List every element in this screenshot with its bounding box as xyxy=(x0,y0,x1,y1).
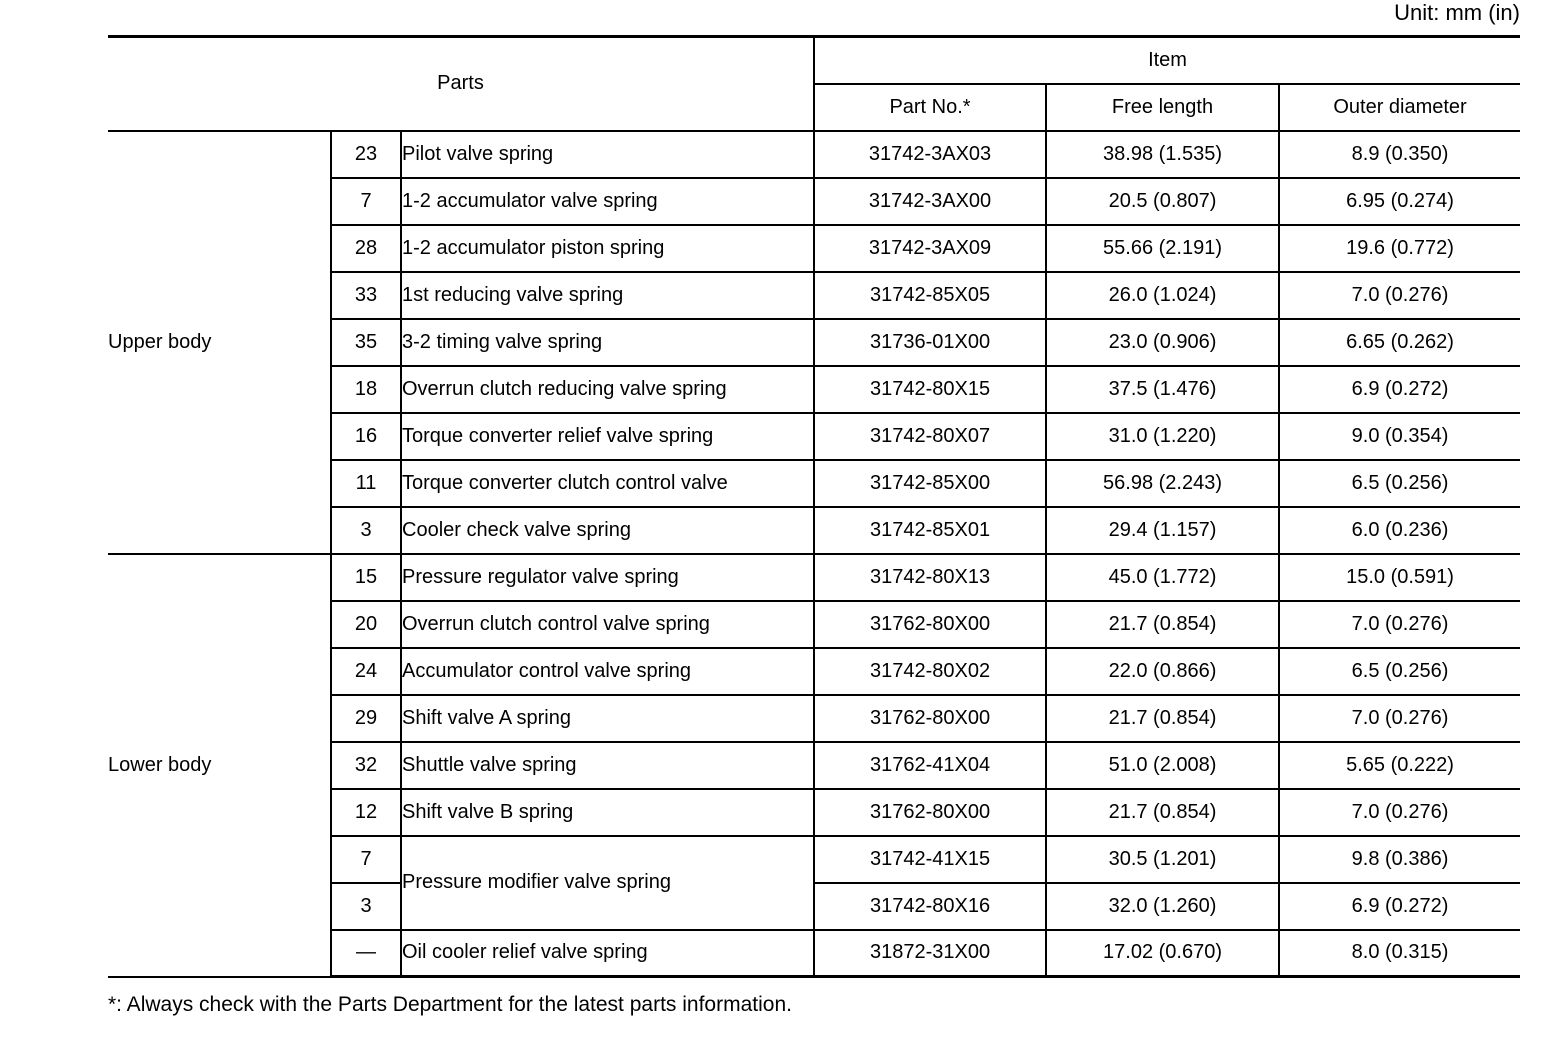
part-name: 3-2 timing valve spring xyxy=(401,319,814,366)
part-number: 31742-85X01 xyxy=(814,507,1046,554)
outer-diameter: 6.5 (0.256) xyxy=(1279,460,1520,507)
part-number: 31742-3AX09 xyxy=(814,225,1046,272)
footnote: *: Always check with the Parts Department for the latest parts information. xyxy=(108,993,792,1016)
part-number: 31736-01X00 xyxy=(814,319,1046,366)
outer-diameter: 7.0 (0.276) xyxy=(1279,272,1520,319)
part-name: 1st reducing valve spring xyxy=(401,272,814,319)
part-number: 31742-80X07 xyxy=(814,413,1046,460)
free-length: 23.0 (0.906) xyxy=(1046,319,1279,366)
part-name: Torque converter clutch control valve xyxy=(401,460,814,507)
item-number: 35 xyxy=(331,319,401,366)
free-length: 31.0 (1.220) xyxy=(1046,413,1279,460)
part-number: 31742-3AX03 xyxy=(814,131,1046,178)
outer-diameter: 9.0 (0.354) xyxy=(1279,413,1520,460)
part-number: 31742-80X15 xyxy=(814,366,1046,413)
item-number: 18 xyxy=(331,366,401,413)
header-part-no: Part No.* xyxy=(814,84,1046,131)
item-number: — xyxy=(331,930,401,977)
outer-diameter: 8.0 (0.315) xyxy=(1279,930,1520,977)
outer-diameter: 8.9 (0.350) xyxy=(1279,131,1520,178)
header-free-length: Free length xyxy=(1046,84,1279,131)
header-item: Item xyxy=(814,37,1520,84)
item-number: 7 xyxy=(331,836,401,883)
item-number: 20 xyxy=(331,601,401,648)
group-label-upper-body: Upper body xyxy=(108,131,331,554)
item-number: 29 xyxy=(331,695,401,742)
table-header xyxy=(108,37,1520,131)
outer-diameter: 6.0 (0.236) xyxy=(1279,507,1520,554)
free-length: 32.0 (1.260) xyxy=(1046,883,1279,930)
free-length: 45.0 (1.772) xyxy=(1046,554,1279,601)
item-number: 3 xyxy=(331,507,401,554)
outer-diameter: 5.65 (0.222) xyxy=(1279,742,1520,789)
table-body xyxy=(108,131,1520,977)
part-name: Pilot valve spring xyxy=(401,131,814,178)
outer-diameter: 7.0 (0.276) xyxy=(1279,789,1520,836)
outer-diameter: 6.9 (0.272) xyxy=(1279,366,1520,413)
item-number: 3 xyxy=(331,883,401,930)
item-number: 7 xyxy=(331,178,401,225)
part-name: Pressure regulator valve spring xyxy=(401,554,814,601)
part-number: 31762-41X04 xyxy=(814,742,1046,789)
free-length: 30.5 (1.201) xyxy=(1046,836,1279,883)
part-name: Pressure modifier valve spring xyxy=(401,836,814,930)
free-length: 55.66 (2.191) xyxy=(1046,225,1279,272)
part-name: Overrun clutch control valve spring xyxy=(401,601,814,648)
part-name: Torque converter relief valve spring xyxy=(401,413,814,460)
outer-diameter: 15.0 (0.591) xyxy=(1279,554,1520,601)
item-number: 32 xyxy=(331,742,401,789)
item-number: 24 xyxy=(331,648,401,695)
free-length: 37.5 (1.476) xyxy=(1046,366,1279,413)
part-number: 31872-31X00 xyxy=(814,930,1046,977)
item-number: 23 xyxy=(331,131,401,178)
part-name: Shift valve A spring xyxy=(401,695,814,742)
free-length: 56.98 (2.243) xyxy=(1046,460,1279,507)
part-name: Overrun clutch reducing valve spring xyxy=(401,366,814,413)
group-label-lower-body: Lower body xyxy=(108,554,331,977)
item-number: 15 xyxy=(331,554,401,601)
outer-diameter: 6.65 (0.262) xyxy=(1279,319,1520,366)
free-length: 51.0 (2.008) xyxy=(1046,742,1279,789)
free-length: 20.5 (0.807) xyxy=(1046,178,1279,225)
free-length: 29.4 (1.157) xyxy=(1046,507,1279,554)
part-name: Shift valve B spring xyxy=(401,789,814,836)
part-name: Cooler check valve spring xyxy=(401,507,814,554)
free-length: 21.7 (0.854) xyxy=(1046,601,1279,648)
outer-diameter: 6.9 (0.272) xyxy=(1279,883,1520,930)
header-outer-diameter: Outer diameter xyxy=(1279,84,1520,131)
outer-diameter: 6.95 (0.274) xyxy=(1279,178,1520,225)
outer-diameter: 7.0 (0.276) xyxy=(1279,601,1520,648)
free-length: 21.7 (0.854) xyxy=(1046,789,1279,836)
part-name: Accumulator control valve spring xyxy=(401,648,814,695)
part-number: 31742-41X15 xyxy=(814,836,1046,883)
free-length: 21.7 (0.854) xyxy=(1046,695,1279,742)
part-number: 31762-80X00 xyxy=(814,601,1046,648)
header-parts: Parts xyxy=(108,37,814,131)
free-length: 22.0 (0.866) xyxy=(1046,648,1279,695)
free-length: 17.02 (0.670) xyxy=(1046,930,1279,977)
part-name: 1-2 accumulator valve spring xyxy=(401,178,814,225)
part-number: 31742-85X05 xyxy=(814,272,1046,319)
unit-label: Unit: mm (in) xyxy=(1394,0,1520,25)
outer-diameter: 6.5 (0.256) xyxy=(1279,648,1520,695)
part-number: 31742-80X16 xyxy=(814,883,1046,930)
item-number: 12 xyxy=(331,789,401,836)
part-number: 31742-80X13 xyxy=(814,554,1046,601)
part-name: Shuttle valve spring xyxy=(401,742,814,789)
table-row xyxy=(108,554,1520,601)
table-row xyxy=(108,131,1520,178)
free-length: 38.98 (1.535) xyxy=(1046,131,1279,178)
part-name: Oil cooler relief valve spring xyxy=(401,930,814,977)
item-number: 11 xyxy=(331,460,401,507)
part-name: 1-2 accumulator piston spring xyxy=(401,225,814,272)
outer-diameter: 9.8 (0.386) xyxy=(1279,836,1520,883)
outer-diameter: 7.0 (0.276) xyxy=(1279,695,1520,742)
free-length: 26.0 (1.024) xyxy=(1046,272,1279,319)
part-number: 31742-85X00 xyxy=(814,460,1046,507)
part-number: 31762-80X00 xyxy=(814,789,1046,836)
part-number: 31742-3AX00 xyxy=(814,178,1046,225)
part-number: 31762-80X00 xyxy=(814,695,1046,742)
item-number: 28 xyxy=(331,225,401,272)
spring-spec-table xyxy=(108,35,1520,978)
item-number: 16 xyxy=(331,413,401,460)
outer-diameter: 19.6 (0.772) xyxy=(1279,225,1520,272)
part-number: 31742-80X02 xyxy=(814,648,1046,695)
item-number: 33 xyxy=(331,272,401,319)
